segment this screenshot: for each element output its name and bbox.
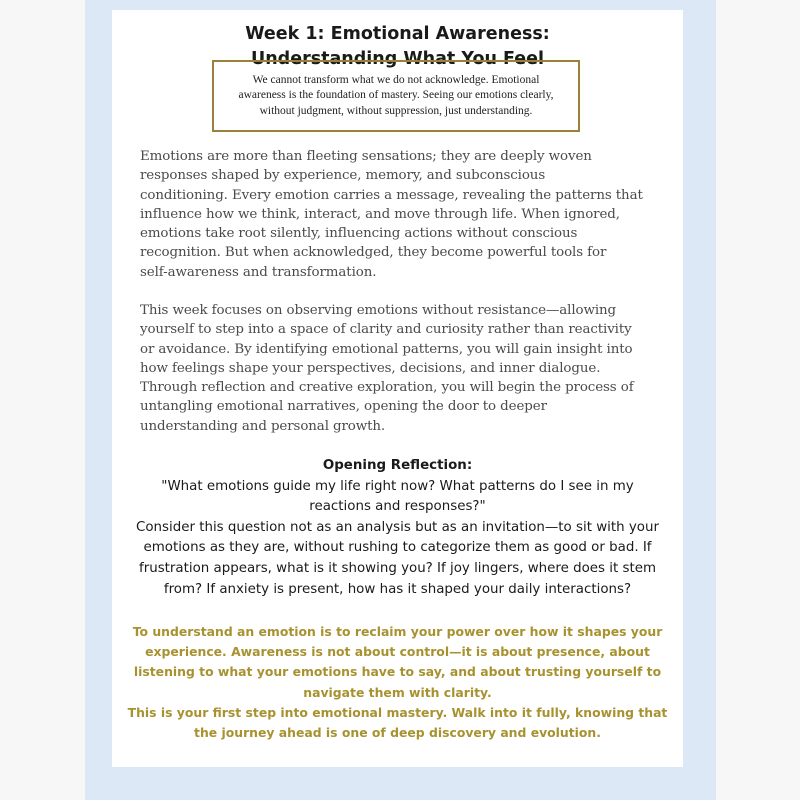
epigraph-line: We cannot transform what we do not acknowledge. Emotional — [252, 73, 540, 86]
closing-statement — [112, 622, 683, 743]
paragraph-line: Through reflection and creative exploration, you will begin the process of — [140, 380, 634, 396]
paragraph-line: how feelings shape your perspectives, decisions, and inner dialogue. — [140, 360, 601, 376]
title-line-2: Understanding What You Feel — [251, 49, 544, 69]
reflection-line: "What emotions guide my life right now? What patterns do I see in my — [161, 478, 634, 494]
paragraph-line: or avoidance. By identifying emotional patterns, you will gain insight into — [140, 341, 633, 357]
paragraph-line: conditioning. Every emotion carries a message, revealing the patterns that — [140, 187, 643, 203]
reflection-line: reactions and responses?" — [309, 499, 486, 515]
closing-line: To understand an emotion is to reclaim your power over how it shapes your — [132, 624, 663, 639]
paragraph-line: understanding and personal growth. — [140, 418, 386, 434]
paragraph-line: influence how we think, interact, and move through life. When ignored, — [140, 206, 620, 222]
reflection-line: Consider this question not as an analysis but as an invitation—to sit with your — [136, 519, 659, 535]
closing-line: This is your first step into emotional mastery. Walk into it fully, knowing that — [127, 704, 668, 720]
reflection-heading: Opening Reflection: — [322, 458, 473, 473]
paragraph-line: responses shaped by experience, memory, and subconscious — [140, 168, 546, 184]
closing-line: navigate them with clarity. — [303, 684, 492, 700]
opening-reflection — [112, 456, 683, 600]
reflection-line: from? If anxiety is present, how has it shaped your daily interactions? — [163, 581, 632, 597]
document-page — [112, 10, 683, 767]
paragraph-line: yourself to step into a space of clarity and curiosity rather than reactivity — [140, 322, 632, 338]
closing-line: the journey ahead is one of deep discovery and evolution. — [194, 725, 601, 741]
closing-line: experience. Awareness is not about control—it is about presence, about — [145, 644, 650, 660]
paragraph-line: emotions take root silently, influencing actions without conscious — [140, 226, 578, 242]
paragraph-line: recognition. But when acknowledged, they become powerful tools for — [140, 245, 607, 261]
paragraph-line: This week focuses on observing emotions without resistance—allowing — [140, 303, 617, 318]
reflection-line: emotions as they are, without rushing to categorize them as good or bad. If — [143, 540, 652, 556]
epigraph-line: awareness is the foundation of mastery. Seeing our emotions clearly, — [238, 89, 554, 102]
epigraph-line: without judgment, without suppression, just understanding. — [259, 104, 533, 117]
closing-line: listening to what your emotions have to say, and about trusting yourself to — [133, 664, 662, 680]
paragraph-line: self-awareness and transformation. — [140, 264, 377, 280]
title-line-1: Week 1: Emotional Awareness: — [245, 24, 550, 44]
paragraph-line: untangling emotional narratives, opening the door to deeper — [140, 399, 547, 415]
reflection-line: frustration appears, what is it showing you? If joy lingers, where does it stem — [138, 560, 657, 576]
paragraph-line: Emotions are more than fleeting sensations; they are deeply woven — [140, 149, 592, 164]
epigraph-text — [239, 73, 554, 120]
focus-paragraph — [140, 301, 665, 436]
intro-paragraph — [140, 147, 665, 282]
epigraph-box — [212, 60, 580, 132]
